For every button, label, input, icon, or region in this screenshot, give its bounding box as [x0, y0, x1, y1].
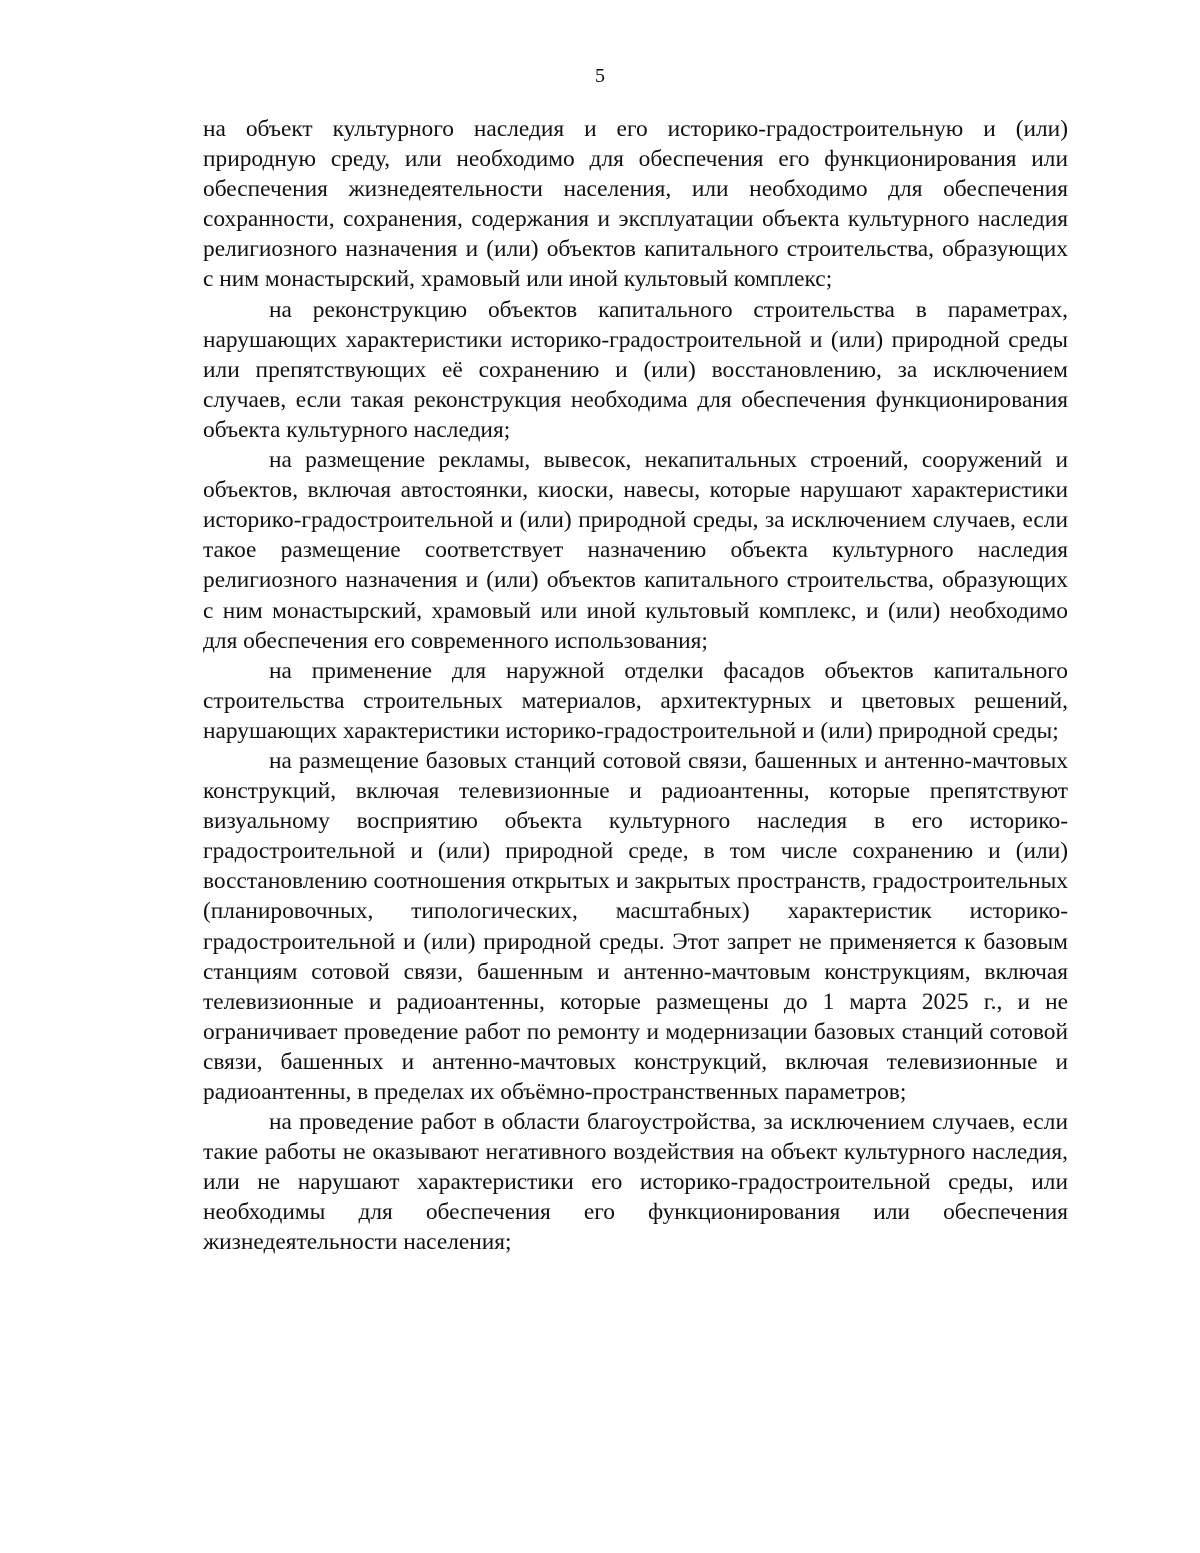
paragraph-5: на размещение базовых станций сотовой связи, башенных и антенно-мачтовых конструкций, включая телевизионные и радиоантенны, которые препятствуют визуальному восприятию объекта культурного наследия в его историко-градостроительной и (или) природной среде, в том числе сохранению и (или) восстановлению соотношения открытых и закрытых пространств, градостроительных (планировочных, типологических, масштабных) характеристик историко-градостроительной и (или) природной среды. Этот запрет не применяется к базовым станциям сотовой связи, башенным и антенно-мачтовым конструкциям, включая телевизионные и радиоантенны, которые размещены до 1 марта 2025 г., и не ограничивает проведение работ по ремонту и модернизации базовых станций сотовой связи, башенных и антенно-мачтовых конструкций, включая телевизионные и радиоантенны, в пределах их объёмно-пространственных параметров;: [203, 747, 1068, 1105]
paragraph-3: на размещение рекламы, вывесок, некапитальных строений, сооружений и объектов, включая автостоянки, киоски, навесы, которые нарушают характеристики историко-градостроительной и (или) природной среды, за исключением случаев, если такое размещение соответствует назначению объекта культурного наследия религиозного назначения и (или) объектов капитального строительства, образующих с ним монастырский, храмовый или иной культовый комплекс, и (или) необходимо для обеспечения его современного использования;: [203, 447, 1068, 654]
paragraph-6: на проведение работ в области благоустройства, за исключением случаев, если такие работы не оказывают негативного воздействия на объект культурного наследия, или не нарушают характеристики его историко-градостроительной среды, или необходимы для обеспечения его функционирования или обеспечения жизнедеятельности населения;: [203, 1109, 1068, 1256]
page-number: 5: [595, 65, 605, 87]
paragraph-4: на применение для наружной отделки фасадов объектов капитального строительства строительных материалов, архитектурных и цветовых решений, нарушающих характеристики историко-градостроительной и (или) природной среды;: [203, 657, 1068, 744]
paragraph-1: на объект культурного наследия и его историко-градостроительную и (или) природную среду, или необходимо для обеспечения его функционирования или обеспечения жизнедеятельности населения, или необходимо для обеспечения сохранности, сохранения, содержания и эксплуатации объекта культурного наследия религиозного назначения и (или) объектов капитального строительства, образующих с ним монастырский, храмовый или иной культовый комплекс;: [203, 116, 1068, 293]
paragraph-2: на реконструкцию объектов капитального строительства в параметрах, нарушающих характеристики историко-градостроительной и (или) природной среды или препятствующих её сохранению и (или) восстановлению, за исключением случаев, если такая реконструкция необходима для обеспечения функционирования объекта культурного наследия;: [203, 296, 1068, 443]
document-body: [203, 114, 1068, 1258]
